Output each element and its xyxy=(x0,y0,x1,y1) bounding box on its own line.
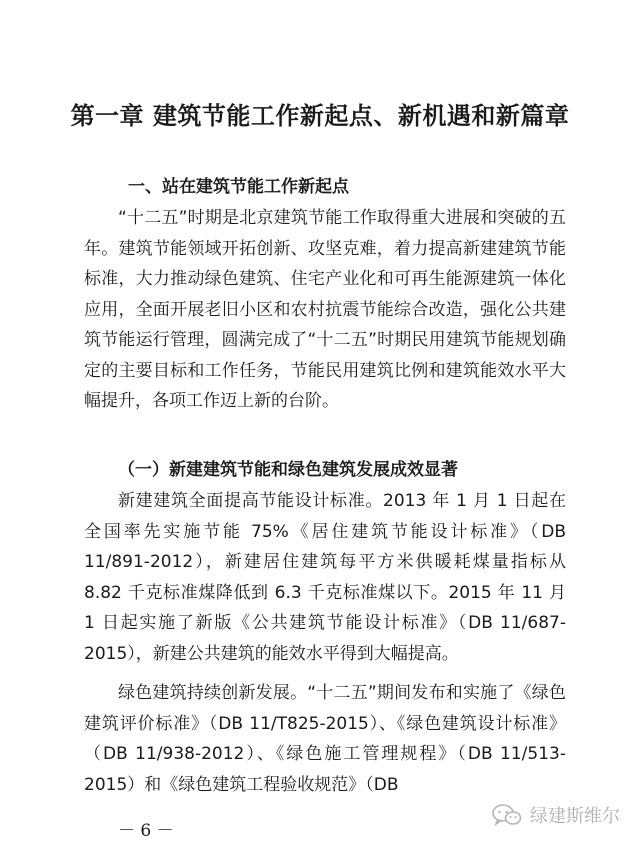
subsection-heading: （一）新建建筑节能和绿色建筑发展成效显著 xyxy=(118,460,458,480)
watermark xyxy=(492,802,620,828)
paragraph-2: 新建建筑全面提高节能设计标准。2013 年 1 月 1 日起在全国率先实施节能 75%《居住建筑节能设计标准》（DB 11/891-2012），新建居住建筑每平方米供暖耗煤量指标从 8.82 千克标准煤降低到 6.3 千克标准煤以下。2015 年 11 月 1 日起实施了新版《公共建筑节能设计标准》（DB 11/687-2015），新建公共建筑的能效水平得到大幅提高。 xyxy=(84,491,566,664)
paragraph-1: “十二五”时期是北京建筑节能工作取得重大进展和突破的五年。建筑节能领域开拓创新、攻坚克难，着力提高新建建筑节能标准，大力推动绿色建筑、住宅产业化和可再生能源建筑一体化应用，全面开展老旧小区和农村抗震节能综合改造，强化公共建筑节能运行管理，圆满完成了“十二五”时期民用建筑节能规划确定的主要目标和工作任务，节能民用建筑比例和建筑能效水平大幅提升，各项工作迈上新的台阶。 xyxy=(84,208,566,411)
section-heading: 一、站在建筑节能工作新起点 xyxy=(128,177,349,197)
wechat-icon xyxy=(492,803,522,827)
chapter-title: 第一章 建筑节能工作新起点、新机遇和新篇章 xyxy=(70,101,570,130)
page-number: － 6 － xyxy=(118,821,174,841)
watermark-text: 绿建斯维尔 xyxy=(530,806,620,827)
paragraph-3: 绿色建筑持续创新发展。“十二五”期间发布和实施了《绿色建筑评价标准》（DB 11/T825-2015）、《绿色建筑设计标准》（DB 11/938-2012）、《绿色施工管理规程》（DB 11/513-2015）和《绿色建筑工程验收规范》（DB xyxy=(84,683,566,795)
